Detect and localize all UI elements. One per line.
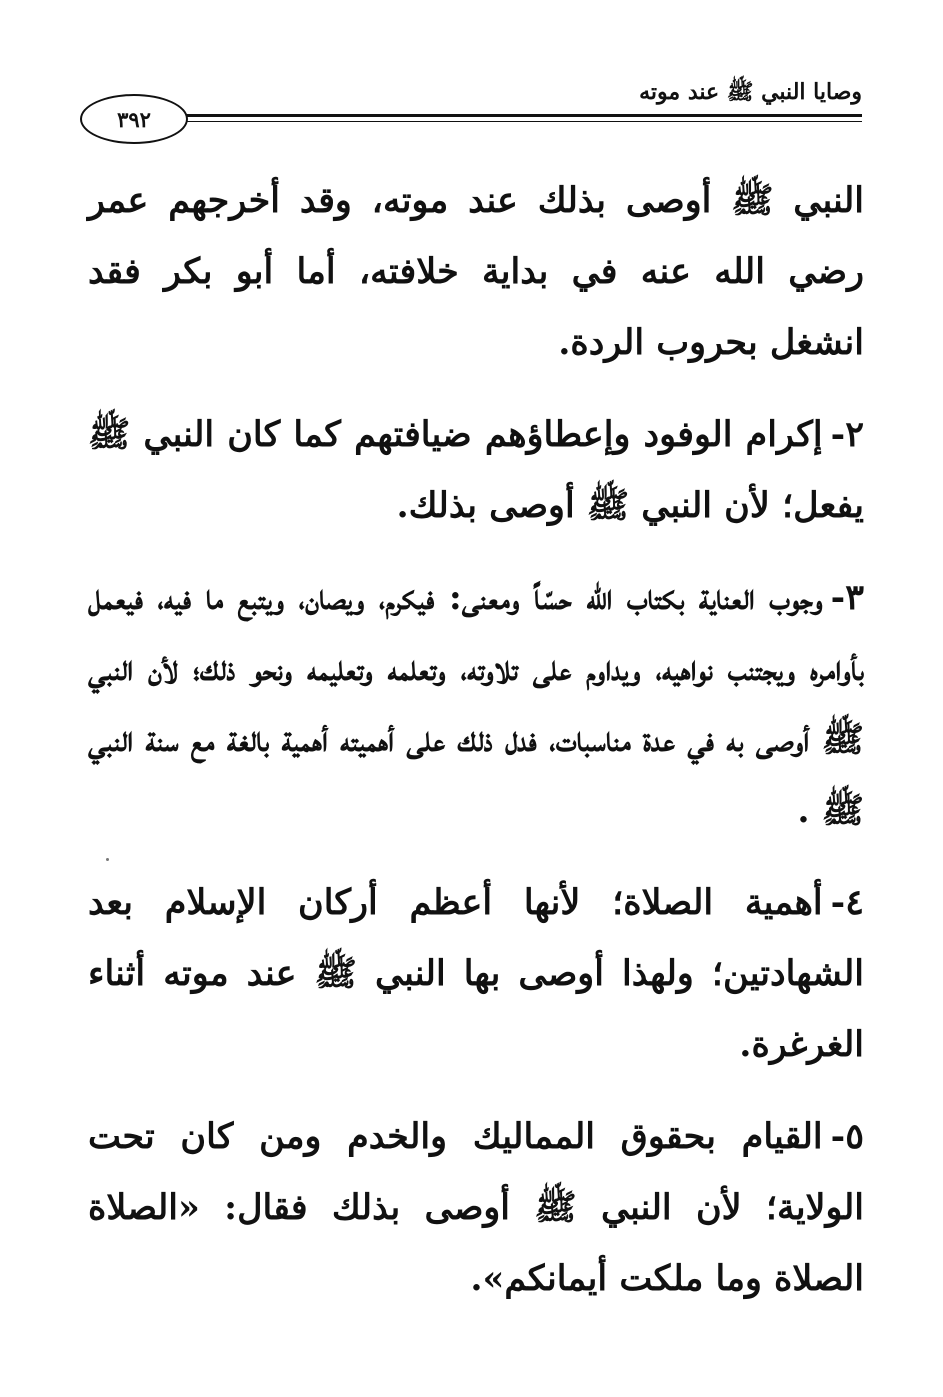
list-number: ٣-: [830, 577, 864, 618]
paragraph-text: أهمية الصلاة؛ لأنها أعظم أركان الإسلام بعد الشهادتين؛ ولهذا أوصى بها النبي ﷺ عند موته أثناء الغرغرة.: [88, 882, 864, 1065]
list-item-3: [88, 562, 864, 846]
page-number: ٣٩٢: [117, 106, 151, 132]
paragraph-text: إكرام الوفود وإعطاؤهم ضيافتهم كما كان النبي ﷺ يفعل؛ لأن النبي ﷺ أوصى بذلك.: [88, 414, 864, 526]
list-item-2: [88, 399, 864, 541]
page-header: [92, 70, 862, 150]
page-number-oval: [80, 94, 188, 144]
running-header-title: وصايا النبي ﷺ عند موته: [639, 79, 862, 105]
list-number: ٥-: [830, 1116, 864, 1157]
paragraph-text: وجوب العناية بكتاب الله حسّاً ومعنى: فيكرم، ويصان، ويتبع ما فيه، فيعمل بأوامره ويجتنب نواهيه، ويداوم على تلاوته، وتعلمه وتعليمه ونحو ذلك؛ لأن النبي ﷺ أوصى به في عدة مناسبات، فدل ذلك على أهميته أهمية بالغة مع سنة النبي ﷺ .: [88, 577, 864, 831]
paragraph-continuation: [88, 165, 864, 378]
hadith-quote: «الصلاة الصلاة وما ملكت أيمانكم»: [88, 1187, 864, 1299]
header-rule-thick: [92, 114, 862, 117]
list-number: ٤-: [830, 882, 864, 923]
paragraph-text: القيام بحقوق المماليك والخدم ومن كان تحت الولاية؛ لأن النبي ﷺ أوصى بذلك فقال:: [88, 1116, 864, 1228]
scan-speck: [106, 858, 109, 861]
paragraph-end: .: [470, 1258, 483, 1299]
list-item-5: [88, 1101, 864, 1314]
paragraph-text: النبي ﷺ أوصى بذلك عند موته، وقد أخرجهم عمر رضي الله عنه في بداية خلافته، أما أبو بكر فقد انشغل بحروب الردة.: [88, 180, 864, 363]
page-body: [88, 165, 864, 1314]
header-rule-thin: [92, 121, 862, 122]
list-number: ٢-: [830, 414, 864, 455]
list-item-4: [88, 867, 864, 1080]
